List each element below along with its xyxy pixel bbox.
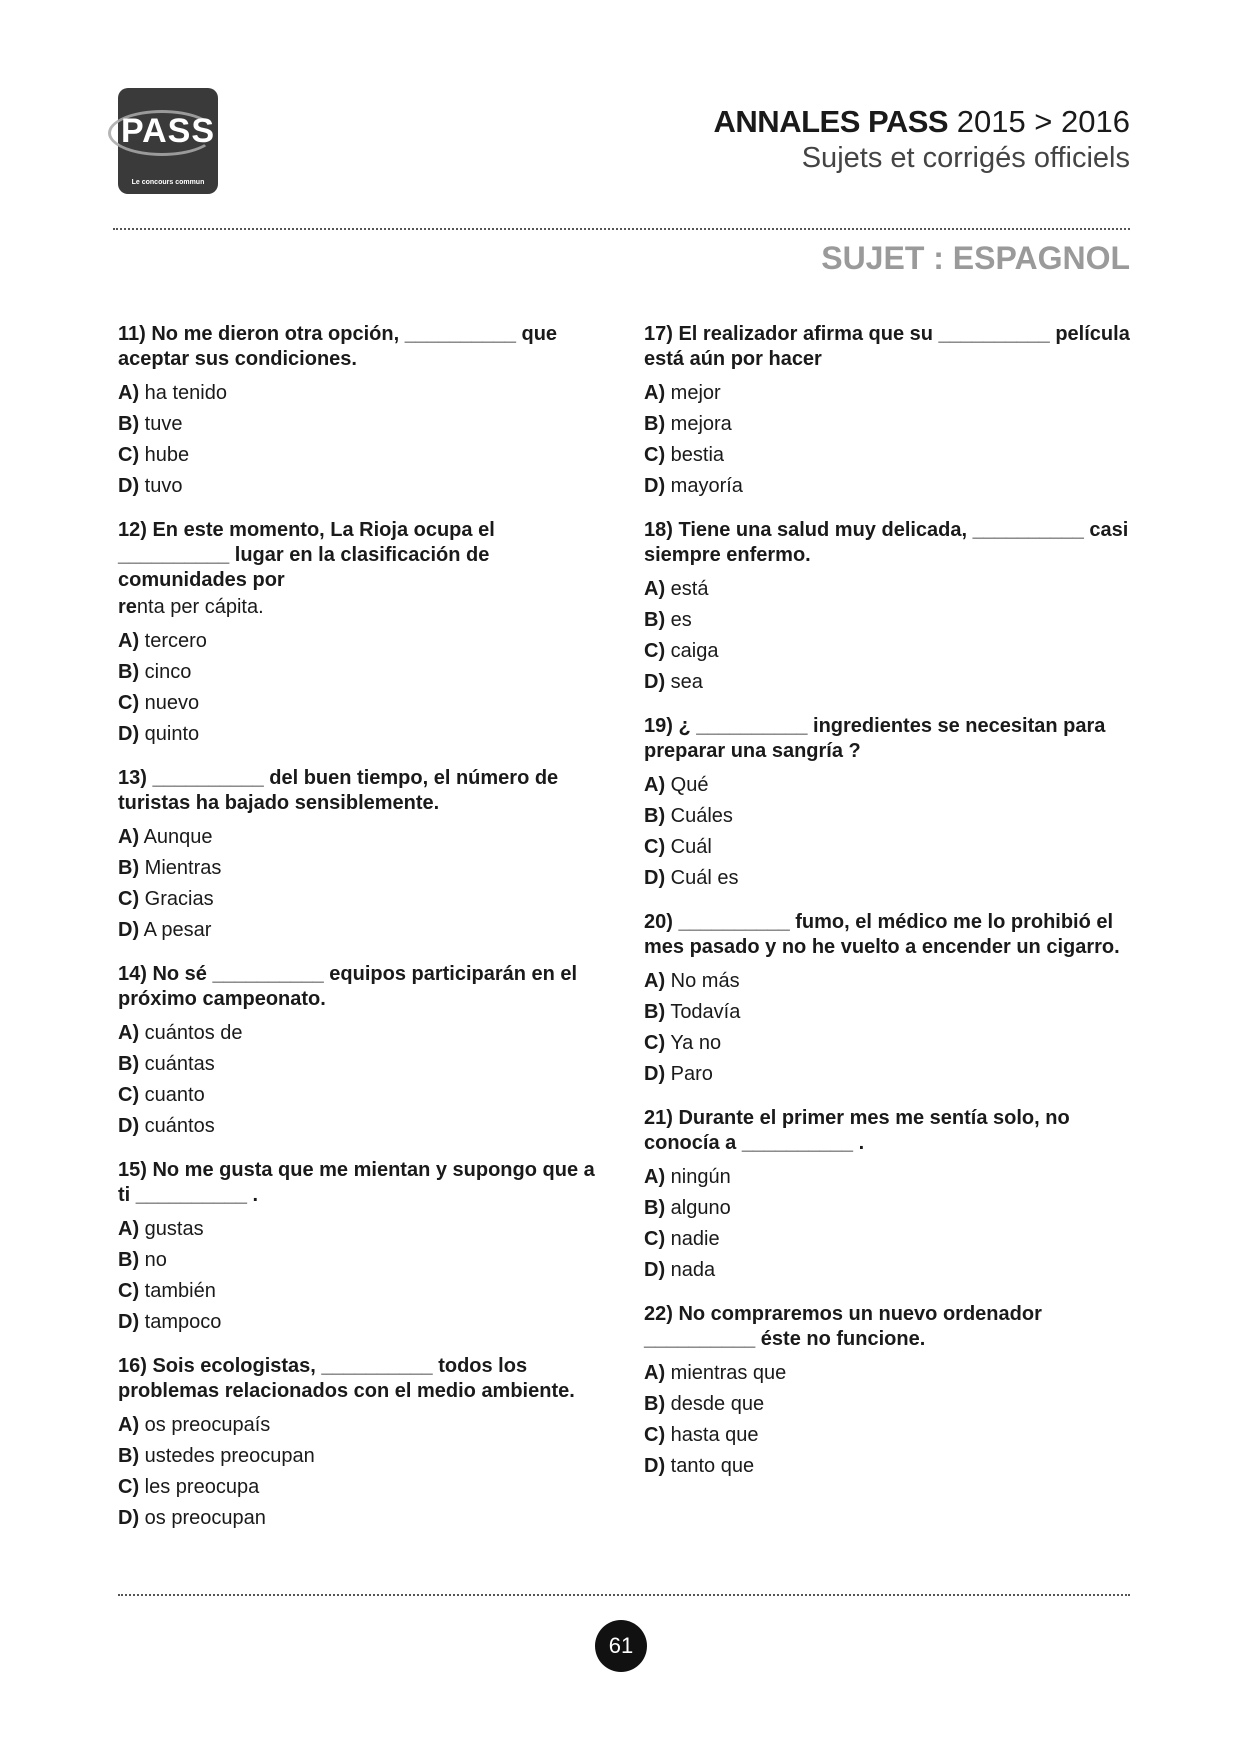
- answer-option: [118, 884, 608, 915]
- answer-option: [118, 471, 608, 502]
- question-text: 17) El realizador afirma que su __________ película está aún por hacer: [644, 323, 1130, 370]
- option-letter: A): [644, 382, 666, 404]
- option-letter: A): [644, 970, 666, 992]
- option-letter: D): [644, 475, 666, 497]
- option-letter: C): [644, 1228, 666, 1250]
- option-letter: D): [644, 671, 666, 693]
- answer-option: [644, 966, 1134, 997]
- option-text: cuántos: [144, 1115, 215, 1137]
- question-text: 13) __________ del buen tiempo, el número de turistas ha bajado sensiblemente.: [118, 767, 559, 814]
- option-text: mejor: [670, 382, 721, 404]
- answer-option: [118, 719, 608, 750]
- option-text: tuvo: [144, 475, 183, 497]
- answer-option: [118, 1472, 608, 1503]
- answer-option: [644, 440, 1134, 471]
- answer-option: [644, 1420, 1134, 1451]
- option-text: nada: [670, 1259, 716, 1281]
- option-text: tuve: [144, 413, 183, 435]
- option-text: Mientras: [144, 857, 222, 879]
- answer-option: [118, 853, 608, 884]
- question-continuation-bold: re: [118, 596, 137, 618]
- answer-option: [644, 1451, 1134, 1482]
- answer-option: [644, 409, 1134, 440]
- question-text: 22) No compraremos un nuevo ordenador __________ éste no funcione.: [644, 1303, 1042, 1350]
- option-text: mientras que: [670, 1362, 787, 1384]
- option-letter: A): [118, 826, 140, 848]
- option-letter: B): [118, 661, 140, 683]
- option-text: sea: [670, 671, 703, 693]
- answer-option: [118, 688, 608, 719]
- question-block: [118, 766, 608, 946]
- answer-option: [644, 801, 1134, 832]
- question-continuation-text: nta per cápita.: [136, 596, 264, 618]
- option-text: cuántas: [144, 1053, 215, 1075]
- option-text: mayoría: [670, 475, 743, 497]
- option-text: tercero: [144, 630, 207, 652]
- option-letter: C): [118, 1476, 140, 1498]
- answer-option: [118, 915, 608, 946]
- question-block: [644, 1106, 1134, 1286]
- pass-logo: [118, 88, 218, 194]
- option-text: quinto: [144, 723, 200, 745]
- question-block: [118, 962, 608, 1142]
- answer-option: [118, 1276, 608, 1307]
- option-letter: D): [118, 1311, 140, 1333]
- option-letter: D): [118, 723, 140, 745]
- option-text: os preocupan: [144, 1507, 266, 1529]
- question-text: 21) Durante el primer mes me sentía solo, no conocía a __________ .: [644, 1107, 1070, 1154]
- answer-option: [644, 1255, 1134, 1286]
- option-letter: A): [644, 1166, 666, 1188]
- option-text: Cuál es: [670, 867, 739, 889]
- question-block: [644, 518, 1134, 698]
- option-letter: A): [118, 630, 140, 652]
- option-letter: C): [644, 1424, 666, 1446]
- option-letter: D): [118, 1115, 140, 1137]
- option-letter: B): [644, 609, 666, 631]
- header-series: ANNALES PASS: [713, 104, 949, 139]
- top-dotted-divider: [113, 228, 1130, 230]
- option-letter: A): [644, 578, 666, 600]
- option-letter: B): [644, 1001, 666, 1023]
- answer-option: [118, 822, 608, 853]
- answer-option: [644, 667, 1134, 698]
- question-text: 20) __________ fumo, el médico me lo prohibió el mes pasado y no he vuelto a encender un cigarro.: [644, 911, 1120, 958]
- question-text: 19) ¿ __________ ingredientes se necesitan para preparar una sangría ?: [644, 715, 1106, 762]
- answer-option: [644, 1059, 1134, 1090]
- answer-option: [118, 1214, 608, 1245]
- option-text: Ya no: [670, 1032, 722, 1054]
- answer-option: [644, 1028, 1134, 1059]
- option-text: tampoco: [144, 1311, 222, 1333]
- option-text: nuevo: [144, 692, 200, 714]
- subject-heading: SUJET : ESPAGNOL: [821, 240, 1130, 276]
- question-block: [118, 1158, 608, 1338]
- option-text: caiga: [670, 640, 719, 662]
- option-letter: D): [118, 919, 140, 941]
- option-letter: A): [118, 1218, 140, 1240]
- option-letter: A): [118, 1414, 140, 1436]
- option-text: les preocupa: [144, 1476, 260, 1498]
- option-letter: B): [118, 413, 140, 435]
- option-text: A pesar: [143, 919, 212, 941]
- option-text: ningún: [670, 1166, 731, 1188]
- answer-option: [118, 1018, 608, 1049]
- question-block: [118, 322, 608, 502]
- answer-option: [118, 440, 608, 471]
- option-letter: C): [644, 1032, 666, 1054]
- option-text: cuántos de: [144, 1022, 243, 1044]
- option-text: tanto que: [670, 1455, 755, 1477]
- answer-option: [118, 626, 608, 657]
- option-letter: D): [644, 867, 666, 889]
- option-letter: C): [644, 444, 666, 466]
- option-text: es: [670, 609, 692, 631]
- answer-option: [644, 605, 1134, 636]
- option-text: desde que: [670, 1393, 765, 1415]
- question-text: 11) No me dieron otra opción, __________ que aceptar sus condiciones.: [118, 323, 558, 370]
- answer-option: [644, 1389, 1134, 1420]
- question-block: [644, 1302, 1134, 1482]
- option-letter: D): [118, 475, 140, 497]
- answer-option: [644, 1224, 1134, 1255]
- answer-option: [644, 574, 1134, 605]
- answer-option: [644, 1193, 1134, 1224]
- answer-option: [644, 770, 1134, 801]
- option-text: cinco: [144, 661, 192, 683]
- option-letter: C): [118, 1280, 140, 1302]
- answer-option: [118, 1503, 608, 1534]
- option-text: Todavía: [670, 1001, 741, 1023]
- answer-option: [644, 636, 1134, 667]
- option-letter: A): [118, 382, 140, 404]
- answer-option: [118, 1049, 608, 1080]
- option-text: Qué: [670, 774, 709, 796]
- right-question-column: [644, 322, 1134, 1498]
- option-letter: C): [118, 1084, 140, 1106]
- question-text: 15) No me gusta que me mientan y supongo que a ti __________ .: [118, 1159, 595, 1206]
- option-letter: A): [644, 774, 666, 796]
- option-letter: B): [644, 1393, 666, 1415]
- option-letter: B): [118, 1445, 140, 1467]
- question-block: [644, 714, 1134, 894]
- option-text: también: [144, 1280, 216, 1302]
- option-letter: C): [644, 640, 666, 662]
- question-text: 12) En este momento, La Rioja ocupa el __________ lugar en la clasificación de comunidades por: [118, 519, 495, 591]
- option-letter: A): [118, 1022, 140, 1044]
- answer-option: [644, 1162, 1134, 1193]
- option-letter: B): [644, 413, 666, 435]
- page-number: 61: [595, 1620, 647, 1672]
- header-years: 2015 > 2016: [956, 104, 1130, 139]
- answer-option: [118, 409, 608, 440]
- option-text: hasta que: [670, 1424, 759, 1446]
- option-letter: B): [644, 1197, 666, 1219]
- answer-option: [644, 997, 1134, 1028]
- option-text: Aunque: [143, 826, 213, 848]
- answer-option: [118, 1410, 608, 1441]
- option-letter: C): [118, 444, 140, 466]
- answer-option: [118, 1111, 608, 1142]
- question-block: [118, 518, 608, 750]
- question-block: [644, 322, 1134, 502]
- option-text: mejora: [670, 413, 732, 435]
- bottom-dotted-divider: [118, 1594, 1130, 1596]
- option-letter: D): [644, 1063, 666, 1085]
- logo-word: PASS: [120, 112, 216, 150]
- question-block: [644, 910, 1134, 1090]
- option-letter: D): [118, 1507, 140, 1529]
- option-letter: A): [644, 1362, 666, 1384]
- option-letter: B): [118, 1053, 140, 1075]
- question-text: 14) No sé __________ equipos participarán en el próximo campeonato.: [118, 963, 578, 1010]
- left-question-column: [118, 322, 608, 1550]
- answer-option: [118, 1245, 608, 1276]
- question-text: 18) Tiene una salud muy delicada, __________ casi siempre enfermo.: [644, 519, 1129, 566]
- option-text: no: [144, 1249, 167, 1271]
- option-letter: D): [644, 1259, 666, 1281]
- question-block: [118, 1354, 608, 1534]
- option-text: cuanto: [144, 1084, 205, 1106]
- option-letter: C): [644, 836, 666, 858]
- option-text: Cuáles: [670, 805, 733, 827]
- answer-option: [644, 863, 1134, 894]
- answer-option: [118, 1307, 608, 1338]
- option-text: No más: [670, 970, 740, 992]
- option-text: gustas: [144, 1218, 204, 1240]
- option-text: hube: [144, 444, 190, 466]
- option-letter: B): [118, 857, 140, 879]
- option-text: alguno: [670, 1197, 731, 1219]
- answer-option: [118, 1441, 608, 1472]
- option-text: ustedes preocupan: [144, 1445, 315, 1467]
- option-text: os preocupaís: [144, 1414, 271, 1436]
- answer-option: [644, 1358, 1134, 1389]
- header-subtitle: Sujets et corrigés officiels: [801, 142, 1130, 174]
- option-letter: B): [644, 805, 666, 827]
- question-text: 16) Sois ecologistas, __________ todos los problemas relacionados con el medio ambiente.: [118, 1355, 575, 1402]
- answer-option: [118, 657, 608, 688]
- option-letter: C): [118, 692, 140, 714]
- option-text: Cuál: [670, 836, 712, 858]
- option-letter: C): [118, 888, 140, 910]
- option-text: bestia: [670, 444, 725, 466]
- option-text: ha tenido: [144, 382, 227, 404]
- option-letter: D): [644, 1455, 666, 1477]
- option-text: está: [670, 578, 709, 600]
- answer-option: [118, 378, 608, 409]
- answer-option: [644, 832, 1134, 863]
- option-letter: B): [118, 1249, 140, 1271]
- option-text: nadie: [670, 1228, 720, 1250]
- logo-tagline: Le concours commun: [131, 179, 205, 186]
- answer-option: [118, 1080, 608, 1111]
- option-text: Paro: [670, 1063, 713, 1085]
- answer-option: [644, 378, 1134, 409]
- question-continuation: [118, 595, 608, 620]
- header-title: [714, 104, 1130, 140]
- answer-option: [644, 471, 1134, 502]
- option-text: Gracias: [144, 888, 214, 910]
